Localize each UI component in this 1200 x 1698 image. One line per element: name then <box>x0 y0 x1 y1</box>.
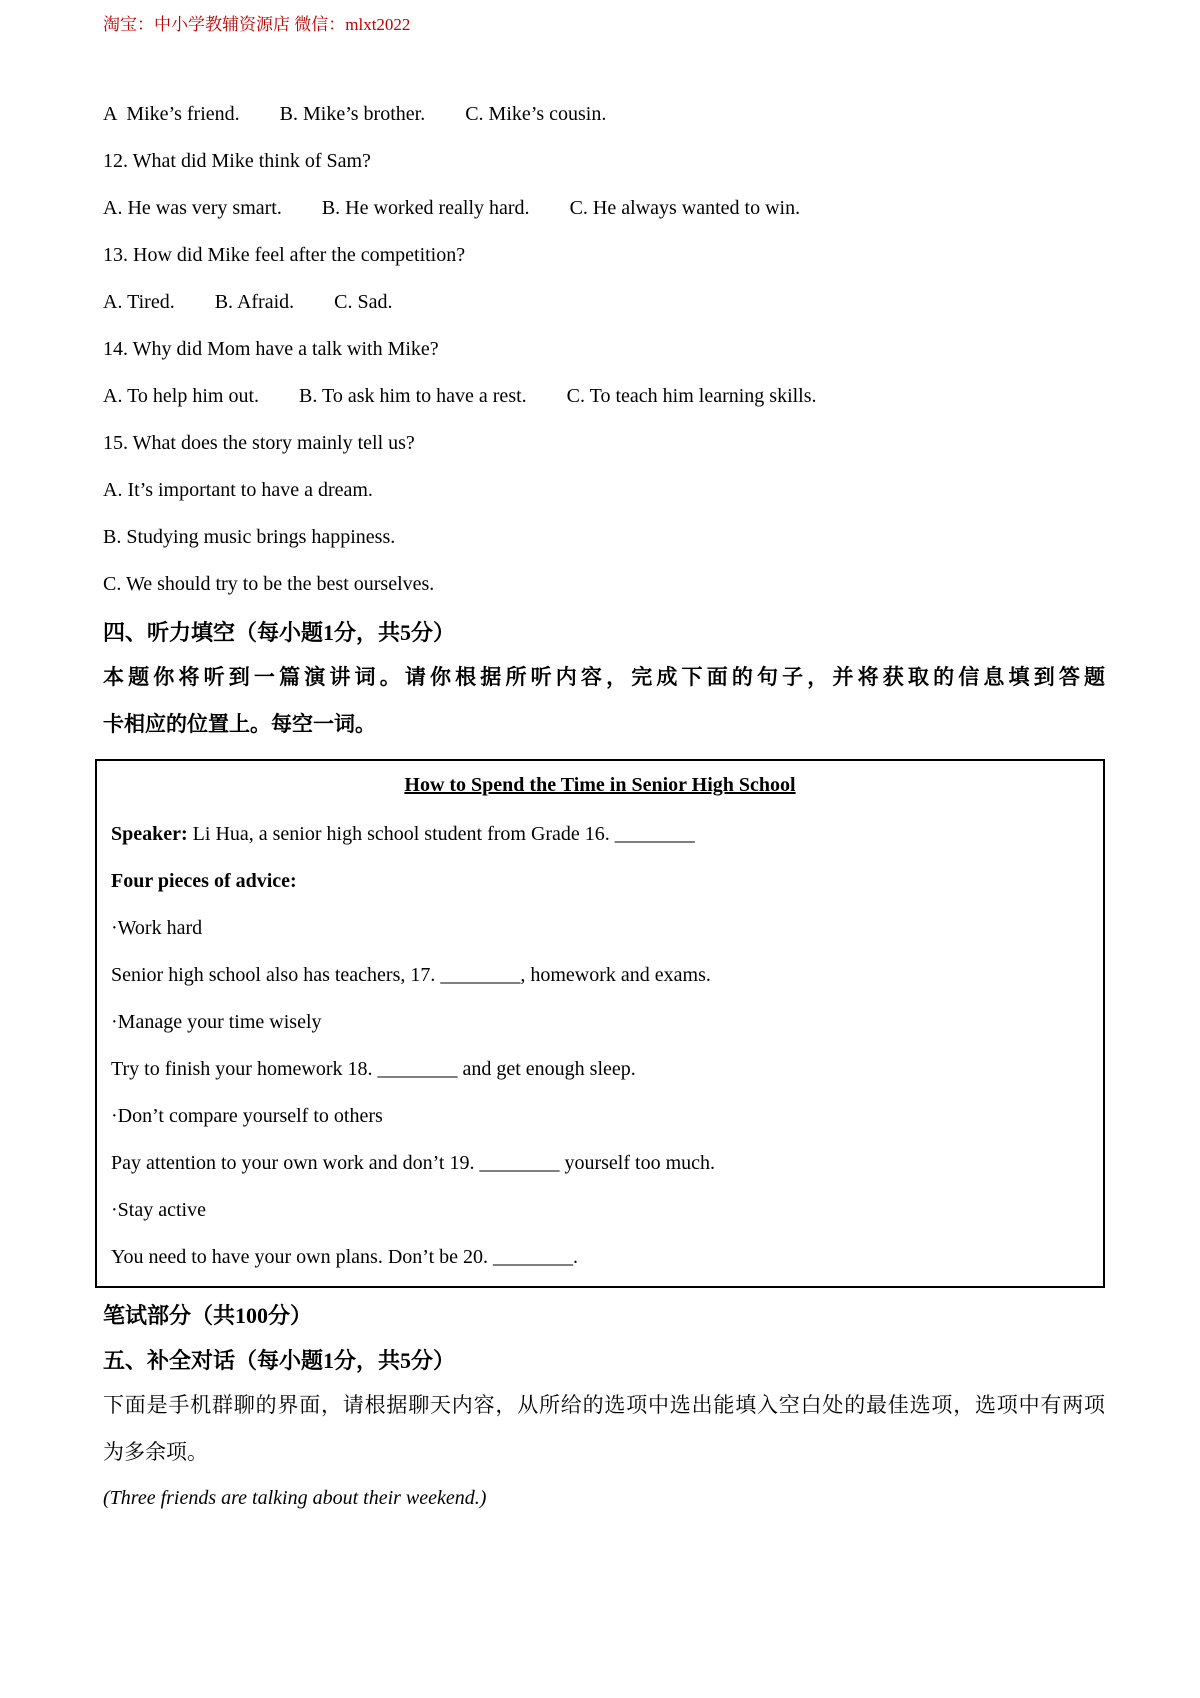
question-14: 14. Why did Mom have a talk with Mike? <box>103 338 439 360</box>
q12-option-b: B. He worked really hard. <box>321 197 530 219</box>
advice-header: Four pieces of advice: <box>111 870 297 892</box>
advice-bullet-dont-compare: ·Don’t compare yourself to others <box>111 1105 383 1127</box>
q14-option-a: A. To help him out. <box>103 385 260 407</box>
q12-option-c: C. He always wanted to win. <box>569 197 801 219</box>
question-13: 13. How did Mike feel after the competition? <box>103 244 466 266</box>
section-4-title: 四、听力填空（每小题1分，共5分） <box>103 620 456 645</box>
q11-options-row <box>103 103 1105 125</box>
q15-option-a: A. It’s important to have a dream. <box>103 479 373 501</box>
form-title-text: How to Spend the Time in Senior High School <box>404 774 796 796</box>
q13-option-c: C. Sad. <box>334 291 393 313</box>
advice-bullet-stay-active: ·Stay active <box>111 1199 206 1221</box>
advice-detail-q17: Senior high school also has teachers, 17. ________, homework and exams. <box>111 964 711 986</box>
q15-option-b: B. Studying music brings happiness. <box>103 526 396 548</box>
q13-option-b: B. Afraid. <box>214 291 295 313</box>
question-12: 12. What did Mike think of Sam? <box>103 150 371 172</box>
section-5-title: 五、补全对话（每小题1分，共5分） <box>103 1348 456 1373</box>
q12-option-a: A. He was very smart. <box>103 197 282 219</box>
section-5-instruction-line-1: 下面是手机群聊的界面，请根据聊天内容，从所给的选项中选出能填入空白处的最佳选项，选项中有两项 <box>103 1393 1105 1417</box>
advice-bullet-work-hard: ·Work hard <box>111 917 203 939</box>
q13-option-a: A. Tired. <box>103 291 175 313</box>
advice-detail-q18: Try to finish your homework 18. ________ and get enough sleep. <box>111 1058 636 1080</box>
advice-bullet-manage-time: ·Manage your time wisely <box>111 1011 322 1033</box>
stage-direction: (Three friends are talking about their weekend.) <box>103 1487 487 1509</box>
speaker-label: Speaker: <box>111 823 188 845</box>
speaker-text: Li Hua, a senior high school student from Grade 16. ________ <box>187 823 695 845</box>
q13-options-row <box>103 291 1105 313</box>
advice-detail-q19: Pay attention to your own work and don’t 19. ________ yourself too much. <box>111 1152 716 1174</box>
section-5-instruction-line-2: 为多余项。 <box>103 1440 208 1464</box>
shop-watermark: 淘宝：中小学教辅资源店 微信：mlxt2022 <box>103 15 411 34</box>
q14-options-row <box>103 385 1105 407</box>
q12-options-row <box>103 197 1105 219</box>
speaker-line <box>111 823 1089 845</box>
q11-option-c: C. Mike’s cousin. <box>465 103 607 125</box>
form-title <box>111 773 1089 797</box>
q11-option-a: A Mike’s friend. <box>103 103 240 125</box>
advice-detail-q20: You need to have your own plans. Don’t be 20. ________. <box>111 1246 579 1268</box>
q15-option-c: C. We should try to be the best ourselves. <box>103 573 435 595</box>
section-4-instruction-line-1: 本题你将听到一篇演讲词。请你根据所听内容，完成下面的句子，并将获取的信息填到答题 <box>103 665 1105 689</box>
question-15: 15. What does the story mainly tell us? <box>103 432 415 454</box>
listening-form-box <box>95 759 1105 1288</box>
q11-option-b: B. Mike’s brother. <box>279 103 426 125</box>
q14-option-b: B. To ask him to have a rest. <box>299 385 527 407</box>
q14-option-c: C. To teach him learning skills. <box>566 385 817 407</box>
section-4-instruction-line-2: 卡相应的位置上。每空一词。 <box>103 712 376 736</box>
written-part-title: 笔试部分（共100分） <box>103 1303 313 1328</box>
